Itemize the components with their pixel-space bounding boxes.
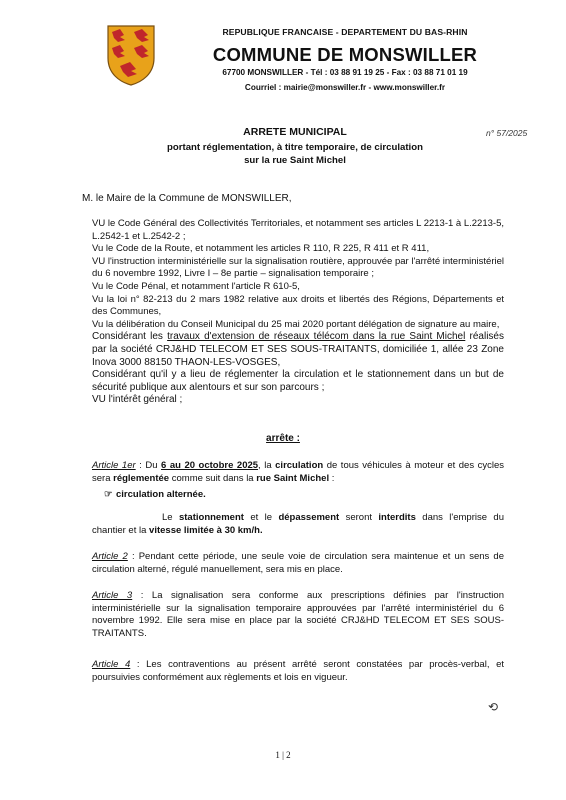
stat-text-bold: interdits [378,512,416,523]
stat-text-bold: dépassement [278,512,340,523]
considerant-securite: Considérant qu'il y a lieu de réglementer la circulation et le stationnement dans un but de sécurité publique aux alentours et sur son parcours ; [92,369,504,393]
article-4-text [92,659,504,684]
commune-crest-logo [106,24,156,86]
document-title: ARRETE MUNICIPAL [243,126,347,138]
article-text: comme suit dans la [169,472,257,484]
considerant-travaux [92,331,504,369]
visa-item: Vu la loi n° 82-213 du 2 mars 1982 relative aux droits et libertés des Régions, Départements et des Communes, [92,293,504,318]
republique-header: REPUBLIQUE FRANCAISE - DEPARTEMENT DU BAS-RHIN [222,27,468,37]
stationnement-paragraph [92,512,504,537]
article-2 [92,551,504,576]
article-text: : Du [135,460,162,471]
article-text: , la [258,460,276,471]
visa-item: Vu le Code Pénal, et notamment l'article R 610-5, [92,280,300,292]
article-1 [92,460,504,485]
article-1-text [92,460,504,485]
article-4-label: Article 4 [92,659,131,670]
stat-text: dans l'emprise du chantier et la [92,512,504,536]
handwritten-mark-icon: ⟲ [488,700,499,714]
document-subtitle [140,141,450,167]
considerant-underlined: travaux d'extension de réseaux télécom dans la rue Saint Michel [167,331,466,343]
document-number: n° 57/2025 [486,128,528,138]
stat-text: et le [243,512,279,523]
article-text: : La signalisation sera conforme aux prescriptions définies par l'instruction interministérielle sur la signalisation temporaire approuvées par l'arrêté interministériel du 6 novembre 1992. Elle sera mise en place par la société CRJ&HD TELECOM ET SES SOUS-TRAITANTS. [92,590,504,639]
arrete-heading [0,433,566,444]
article-text: : Les contraventions au présent arrêté seront constatées par procès-verbal, et poursuivies conformément aux règlements et lois en vigueur. [92,659,504,683]
interet-general: VU l'intérêt général ; [92,394,183,406]
article-3-label: Article 3 [92,590,133,601]
page-number: 1 | 2 [275,750,291,760]
article-2-text [92,551,504,576]
stat-text: Le [162,512,179,523]
stat-text-bold: vitesse limitée à 30 km/h. [149,524,263,536]
subtitle-line-2: sur la rue Saint Michel [244,155,346,166]
subtitle-line-1: portant réglementation, à titre temporaire, de circulation [167,142,423,153]
visa-item: Vu le Code de la Route, et notamment les articles R 110, R 225, R 411 et R 411, [92,243,430,255]
intro-line: M. le Maire de la Commune de MONSWILLER, [82,193,292,204]
arrete-label: arrête : [266,433,300,444]
commune-name: COMMUNE DE MONSWILLER [212,44,478,65]
article-3-text [92,590,504,640]
article-text-bold: rue Saint Michel [256,472,330,484]
considerant-text: réalisés par la société CRJ&HD TELECOM ET SES SOUS-TRAITANTS, domiciliée 1, allée 23 Zone Inova 3000 88150 THAON-LES-VOSGES, [92,331,504,368]
considerant-text: Considérant les [92,331,168,343]
article-text: : [329,472,335,484]
article-4 [92,659,504,684]
stat-text-bold: stationnement [178,512,244,523]
hand-pointer-icon: ☞ [104,489,113,500]
commune-address: 67700 MONSWILLER - Tél : 03 88 91 19 25 - Fax : 03 88 71 01 19 [222,68,468,77]
article-2-label: Article 2 [92,551,128,562]
article-text-bold: réglementée [113,472,170,484]
visa-item: VU le Code Général des Collectivités Territoriales, et notamment ses articles L 2213-1 à L.2213-5, L.2542-1 et L.2542-2 ; [92,218,504,242]
visa-item: VU l'instruction interministérielle sur la signalisation routière, approuvée par l'arrêté interministériel du 6 novembre 1992, Livre I – 8e partie – signalisation temporaire ; [92,255,504,280]
article-3 [92,590,504,640]
article-1-label: Article 1er [92,460,136,471]
stat-text: seront [339,512,379,523]
article-1-dates: 6 au 20 octobre 2025 [161,460,259,471]
commune-contact: Courriel : mairie@monswiller.fr - www.monswiller.fr [244,83,446,92]
article-text-bold: circulation [275,460,324,471]
article-text: : Pendant cette période, une seule voie de circulation sera maintenue et un sens de circulation alterné, régulé manuellement, sera mis en place. [92,551,504,575]
visas-block [92,218,504,407]
bullet-text: circulation alternée. [116,489,206,500]
article-text: de tous véhicules à moteur et des cycles sera [92,460,505,484]
visa-item: Vu la délibération du Conseil Municipal du 25 mai 2020 portant délégation de signature au maire, [92,318,500,330]
bullet-circulation-alternee [104,489,206,500]
